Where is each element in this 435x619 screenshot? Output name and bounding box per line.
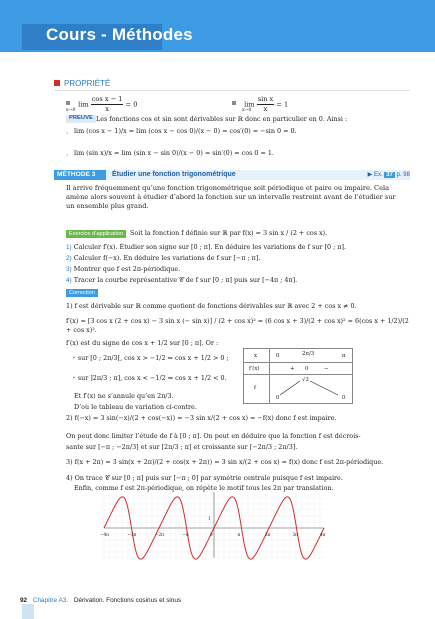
arrow-bullet-icon: › xyxy=(66,130,69,137)
solution-1-table-note: D’où le tableau de variation ci-contre. xyxy=(74,403,197,411)
exercise-statement: Soit la fonction f définie sur ℝ par f(x) = 3 sin x / (2 + cos x). xyxy=(130,229,328,237)
ref-prefix: Ex. xyxy=(373,172,383,178)
table-x-2: π xyxy=(342,353,346,359)
exercise-reference[interactable] xyxy=(368,170,410,180)
table-sign-0: + xyxy=(290,366,295,372)
arrow-bullet-icon: › xyxy=(66,152,69,159)
correction-badge: Correction xyxy=(66,289,98,297)
variation-table xyxy=(243,348,353,404)
solution-1-formula: f′(x) = [3 cos x (2 + cos x) − 3 sin x (− sin x)] / (2 + cos x)² = (6 cos x + 3)/(2 + cos x)² = 6(cos x + 1/2)/(2 + cos x)². xyxy=(66,317,409,334)
table-f-1: √3 xyxy=(302,377,309,383)
question-3: 3) Montrer que f est 2π-périodique. xyxy=(66,265,181,273)
method-bar xyxy=(54,170,410,180)
bullet-icon xyxy=(66,101,70,105)
ref-number: 37 xyxy=(386,172,393,178)
question-2: 2) Calculer f(−x). En déduire les variations de f sur [−π ; π]. xyxy=(66,254,261,262)
footer-tab xyxy=(22,604,34,619)
table-fprime-label: f′(x) xyxy=(249,366,260,372)
table-x-1: 2π/3 xyxy=(302,351,315,357)
method-title: Étudier une fonction trigonométrique xyxy=(112,171,236,178)
x-tick-label: 0 xyxy=(210,532,213,537)
x-tick-label: −π xyxy=(182,532,189,537)
question-1: 1) Calculer f′(x). Étudier son signe sur [0 ; π]. En déduire les variations de f sur [0 ; π]. xyxy=(66,243,346,251)
bullet-icon: • xyxy=(72,374,76,382)
decrease-arrow xyxy=(310,381,338,395)
question-4: 4) Tracer la courbe représentative 𝒞 de f sur [0 ; π] puis sur [−4π ; 4π]. xyxy=(66,276,298,284)
table-sign-2: − xyxy=(324,366,329,372)
x-tick-labels xyxy=(100,532,326,537)
proof-line-1: lim (cos x − 1)/x = lim (cos x − cos 0)/(x − 0) = cos′(0) = −sin 0 = 0. xyxy=(74,127,297,135)
solution-1-sign: f′(x) est du signe de cos x + 1/2 sur [0 ; π]. Or : xyxy=(66,339,219,347)
table-f-label: f xyxy=(254,385,256,391)
property-heading xyxy=(54,79,110,90)
limit-sub-1: x→0 xyxy=(66,108,76,113)
solution-1-case-1: • sur [0 ; 2π/3[, cos x > −1/2 ⇔ cos x + 1/2 > 0 ; xyxy=(72,354,229,362)
x-tick-label: −3π xyxy=(127,532,137,537)
bullet-icon xyxy=(232,101,236,105)
function-graph xyxy=(100,490,326,560)
method-label: MÉTHODE 3 xyxy=(54,170,106,180)
page-footer xyxy=(20,597,181,606)
square-bullet-icon xyxy=(54,80,60,86)
proof-line-2: lim (sin x)/x = lim (sin x − sin 0)/(x − 0) = sin′(0) = cos 0 = 1. xyxy=(74,149,274,157)
table-f-0: 0 xyxy=(276,395,280,401)
solution-3: 3) f(x + 2π) = 3 sin(x + 2π)/(2 + cos(x + 2π)) = 3 sin x/(2 + cos x) = f(x) donc f est 2π-périodique. xyxy=(66,458,384,466)
table-f-2: 0 xyxy=(342,395,346,401)
x-tick-label: π xyxy=(237,532,241,537)
proof-badge: PREUVE xyxy=(66,115,96,123)
limit-cos: lim $\frac{\text{cos x − 1}}{x}$ = 0 xyxy=(66,95,137,114)
method-intro: Il arrive fréquemment qu’une fonction trigonométrique soit périodique et paire ou impaire. Cela amène alors souvent à étudier d’abord la fonction sur un intervalle restreint avant de l’étudier sur un ensemble plus grand. xyxy=(66,184,396,210)
limit-sub-2: x→0 xyxy=(242,108,252,113)
bullet-icon: • xyxy=(72,354,76,362)
solution-1: 1) f est dérivable sur ℝ comme quotient de fonctions dérivables sur ℝ avec 2 + cos x ≠ 0. xyxy=(66,302,357,310)
solution-2-b: On peut donc limiter l’étude de f à [0 ; π]. On peut en déduire que la fonction f est décrois- xyxy=(66,432,361,440)
chapter-label: Chapitre A3. xyxy=(32,597,69,604)
x-tick-label: 3π xyxy=(292,532,298,537)
table-sign-1: 0 xyxy=(305,366,309,372)
x-tick-label: 2π xyxy=(265,532,271,537)
divider xyxy=(54,90,410,91)
x-tick-label: 4π xyxy=(320,532,326,537)
variation-arrows xyxy=(270,375,354,405)
x-tick-label: −4π xyxy=(100,532,109,537)
table-x-0: 0 xyxy=(276,353,280,359)
y-tick-label: 1 xyxy=(208,517,211,522)
x-tick-label: −2π xyxy=(155,532,164,537)
proof-intro: Les fonctions cos et sin sont dérivables sur ℝ donc en particulier en 0. Ainsi : xyxy=(96,115,348,123)
solution-1-case-2: • sur ]2π/3 ; π], cos x < −1/2 ⇔ cos x + 1/2 < 0. xyxy=(72,374,227,382)
exercise-badge: Exercice d’application xyxy=(66,230,126,238)
chapter-title: Dérivation. Fonctions cosinus et sinus xyxy=(73,597,182,604)
property-label: PROPRIÉTÉ xyxy=(64,79,111,88)
page-header xyxy=(0,0,435,52)
triangle-icon: ▶ xyxy=(367,172,373,178)
solution-4-b: Enfin, comme f est 2π-périodique, on répète le motif tous les 2π par translation. xyxy=(74,484,334,492)
increase-arrow xyxy=(280,381,300,395)
solution-2: 2) f(−x) = 3 sin(−x)/(2 + cos(−x)) = −3 sin x/(2 + cos x) = −f(x) donc f est impaire. xyxy=(66,414,337,422)
ref-page: p. 98 xyxy=(396,172,410,178)
table-x-label: x xyxy=(254,353,258,359)
limit-sin: lim $\frac{\text{sin x}}{x}$ = 1 xyxy=(232,95,288,114)
solution-1-zero: Et f′(x) ne s’annule qu’en 2π/3. xyxy=(74,392,174,400)
page-number: 92 xyxy=(20,597,28,604)
solution-4: 4) On trace 𝒞 sur [0 ; π] puis sur [−π ; 0] par symétrie centrale puisque f est impaire. xyxy=(66,474,343,482)
solution-2-c: sante sur [−π ; −2π/3] et sur [2π/3 ; π] et croissante sur [−2π/3 ; 2π/3]. xyxy=(66,443,298,451)
page-title: Cours - Méthodes xyxy=(46,25,193,44)
